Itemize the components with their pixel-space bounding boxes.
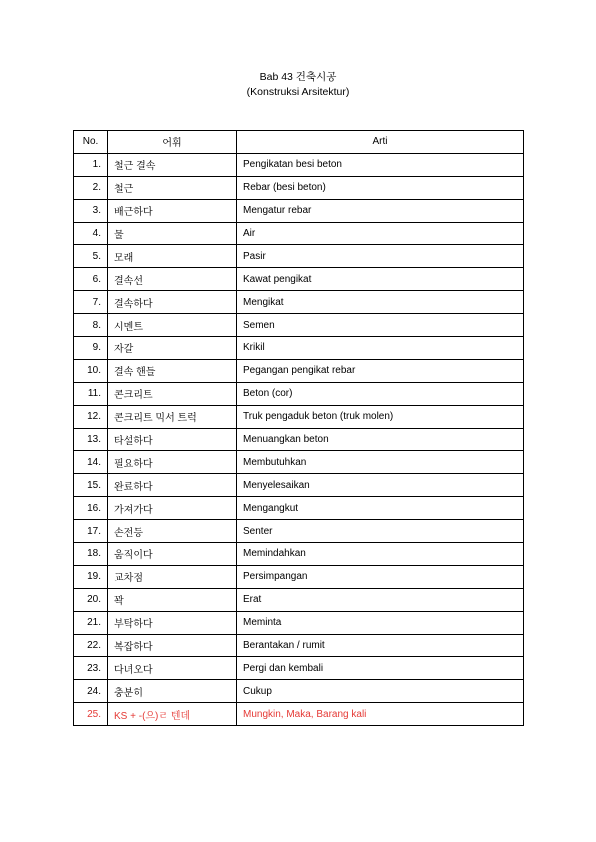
table-row <box>74 245 524 268</box>
korean-word: 결속선 <box>108 268 237 291</box>
row-number: 6. <box>74 268 108 291</box>
row-number: 5. <box>74 245 108 268</box>
table-row <box>74 222 524 245</box>
indonesian-meaning: Menuangkan beton <box>237 428 524 451</box>
korean-word: 시멘트 <box>108 314 237 337</box>
table-row <box>74 565 524 588</box>
row-number: 8. <box>74 314 108 337</box>
row-number: 23. <box>74 657 108 680</box>
table-row <box>74 268 524 291</box>
indonesian-meaning: Menyelesaikan <box>237 474 524 497</box>
korean-word: KS + -(으)ㄹ 텐데 <box>108 703 237 726</box>
table-row <box>74 337 524 360</box>
indonesian-meaning: Persimpangan <box>237 565 524 588</box>
row-number: 19. <box>74 565 108 588</box>
korean-word: 모래 <box>108 245 237 268</box>
indonesian-meaning: Membutuhkan <box>237 451 524 474</box>
korean-word: 배근하다 <box>108 199 237 222</box>
indonesian-meaning: Semen <box>237 314 524 337</box>
korean-word: 결속하다 <box>108 291 237 314</box>
chapter-title: Bab 43 건축시공 <box>259 71 337 83</box>
row-number: 7. <box>74 291 108 314</box>
table-row <box>74 703 524 726</box>
table-body <box>74 153 524 725</box>
row-number: 22. <box>74 634 108 657</box>
korean-word: 복잡하다 <box>108 634 237 657</box>
korean-word: 필요하다 <box>108 451 237 474</box>
table-row <box>74 199 524 222</box>
table-row <box>74 291 524 314</box>
korean-word: 움직이다 <box>108 543 237 566</box>
row-number: 24. <box>74 680 108 703</box>
korean-word: 콘크리트 믹서 트럭 <box>108 405 237 428</box>
row-number: 25. <box>74 703 108 726</box>
table-row <box>74 657 524 680</box>
korean-word: 가져가다 <box>108 497 237 520</box>
indonesian-meaning: Rebar (besi beton) <box>237 176 524 199</box>
korean-word: 교차점 <box>108 565 237 588</box>
indonesian-meaning: Pasir <box>237 245 524 268</box>
row-number: 1. <box>74 153 108 176</box>
table-row <box>74 543 524 566</box>
table-row <box>74 176 524 199</box>
korean-word: 충분히 <box>108 680 237 703</box>
table-header-row <box>74 131 524 154</box>
indonesian-meaning: Memindahkan <box>237 543 524 566</box>
row-number: 16. <box>74 497 108 520</box>
indonesian-meaning: Kawat pengikat <box>237 268 524 291</box>
row-number: 20. <box>74 588 108 611</box>
row-number: 17. <box>74 520 108 543</box>
korean-word: 자갈 <box>108 337 237 360</box>
indonesian-meaning: Mengangkut <box>237 497 524 520</box>
row-number: 14. <box>74 451 108 474</box>
vocabulary-table <box>73 130 524 726</box>
row-number: 9. <box>74 337 108 360</box>
korean-word: 물 <box>108 222 237 245</box>
row-number: 10. <box>74 359 108 382</box>
indonesian-meaning: Pengikatan besi beton <box>237 153 524 176</box>
korean-word: 꽉 <box>108 588 237 611</box>
korean-word: 완료하다 <box>108 474 237 497</box>
table-row <box>74 588 524 611</box>
table-row <box>74 474 524 497</box>
header-word: 어휘 <box>108 131 237 154</box>
row-number: 21. <box>74 611 108 634</box>
korean-word: 손전등 <box>108 520 237 543</box>
table-row <box>74 497 524 520</box>
korean-word: 콘크리트 <box>108 382 237 405</box>
korean-word: 타설하다 <box>108 428 237 451</box>
indonesian-meaning: Air <box>237 222 524 245</box>
row-number: 4. <box>74 222 108 245</box>
indonesian-meaning: Mengikat <box>237 291 524 314</box>
header-arti: Arti <box>237 131 524 154</box>
korean-word: 결속 핸들 <box>108 359 237 382</box>
table-row <box>74 153 524 176</box>
korean-word: 철근 결속 <box>108 153 237 176</box>
indonesian-meaning: Truk pengaduk beton (truk molen) <box>237 405 524 428</box>
row-number: 13. <box>74 428 108 451</box>
table-row <box>74 520 524 543</box>
indonesian-meaning: Pegangan pengikat rebar <box>237 359 524 382</box>
row-number: 3. <box>74 199 108 222</box>
row-number: 12. <box>74 405 108 428</box>
table-row <box>74 314 524 337</box>
korean-word: 철근 <box>108 176 237 199</box>
indonesian-meaning: Krikil <box>237 337 524 360</box>
table-row <box>74 611 524 634</box>
table-row <box>74 451 524 474</box>
indonesian-meaning: Mungkin, Maka, Barang kali <box>237 703 524 726</box>
table-row <box>74 680 524 703</box>
row-number: 11. <box>74 382 108 405</box>
korean-word: 부탁하다 <box>108 611 237 634</box>
indonesian-meaning: Senter <box>237 520 524 543</box>
table-row <box>74 634 524 657</box>
indonesian-meaning: Erat <box>237 588 524 611</box>
indonesian-meaning: Berantakan / rumit <box>237 634 524 657</box>
row-number: 18. <box>74 543 108 566</box>
indonesian-meaning: Meminta <box>237 611 524 634</box>
indonesian-meaning: Pergi dan kembali <box>237 657 524 680</box>
chapter-subtitle: (Konstruksi Arsitektur) <box>246 86 350 98</box>
header-no: No. <box>74 131 108 154</box>
korean-word: 다녀오다 <box>108 657 237 680</box>
table-row <box>74 428 524 451</box>
table-row <box>74 382 524 405</box>
page-title <box>0 70 596 100</box>
row-number: 2. <box>74 176 108 199</box>
indonesian-meaning: Beton (cor) <box>237 382 524 405</box>
indonesian-meaning: Mengatur rebar <box>237 199 524 222</box>
table-row <box>74 405 524 428</box>
table-row <box>74 359 524 382</box>
row-number: 15. <box>74 474 108 497</box>
indonesian-meaning: Cukup <box>237 680 524 703</box>
